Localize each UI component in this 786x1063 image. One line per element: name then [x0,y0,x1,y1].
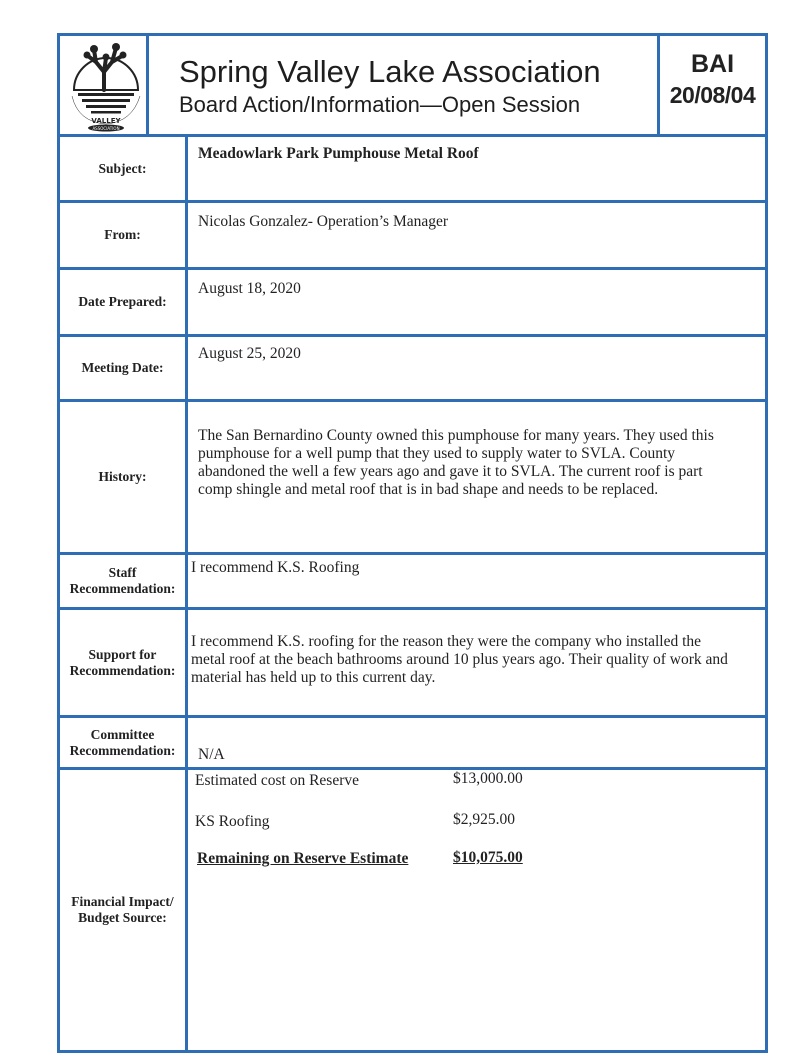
label-staff-recommendation: Staff Recommendation: [60,555,188,607]
header-title-cell [146,33,660,137]
row-subject [57,134,768,203]
row-support-recommendation [57,607,768,718]
form-table [57,134,768,1053]
label-date-prepared: Date Prepared: [60,270,188,334]
financial-item-label: Estimated cost on Reserve [195,772,359,789]
value-history [198,427,759,499]
label-from: From: [60,203,188,267]
history-line: pumphouse for a well pump that they used to supply water to SVLA. County [198,445,675,462]
value-from: Nicolas Gonzalez- Operation’s Manager [198,213,449,230]
document-subtitle: Board Action/Information—Open Session [179,92,581,117]
support-line: metal roof at the beach bathrooms around 10 plus years ago. Their quality of work and [191,651,728,668]
row-staff-recommendation [57,552,768,610]
history-line: abandoned the well a few years ago and gave it to SVLA. The current roof is part [198,463,703,480]
history-line: The San Bernardino County owned this pumphouse for many years. They used this [198,427,714,444]
label-financial-impact: Financial Impact/ Budget Source: [60,770,188,1050]
row-date-prepared [57,267,768,337]
row-from [57,200,768,270]
label-committee-recommendation: Committee Recommendation: [60,718,188,767]
row-financial-impact [57,767,768,1053]
document-code-label: BAI [690,50,735,78]
row-history [57,399,768,555]
value-meeting-date: August 25, 2020 [198,345,301,362]
value-committee-recommendation: N/A [198,746,225,763]
financial-item-amount: $2,925.00 [453,811,515,828]
value-staff-recommendation: I recommend K.S. Roofing [191,559,360,576]
value-support-recommendation [191,633,759,687]
svg-text:ASSOCIATION: ASSOCIATION [92,126,120,131]
svg-text:VALLEY: VALLEY [91,117,121,125]
support-line: material has held up to this current day. [191,669,436,686]
support-line: I recommend K.S. roofing for the reason they were the company who installed the [191,633,702,650]
label-meeting-date: Meeting Date: [60,337,188,399]
value-date-prepared: August 18, 2020 [198,280,301,297]
row-committee-recommendation [57,715,768,770]
logo-cell [57,33,149,137]
label-history: History: [60,402,188,552]
financial-total-amount: $10,075.00 [453,849,523,866]
joshua-tree-lake-logo-icon [66,40,146,132]
history-line: comp shingle and metal roof that is in bad shape and needs to be replaced. [198,481,659,498]
organization-name: Spring Valley Lake Association [179,54,601,89]
document-code-number: 20/08/04 [669,82,756,108]
financial-total-label: Remaining on Reserve Estimate [197,850,409,867]
row-meeting-date [57,334,768,402]
financial-item-label: KS Roofing [195,813,270,830]
financial-item-amount: $13,000.00 [453,770,523,787]
label-support-recommendation: Support for Recommendation: [60,610,188,715]
value-subject: Meadowlark Park Pumphouse Metal Roof [198,145,479,162]
label-subject: Subject: [60,137,188,200]
document-code-cell [657,33,768,137]
